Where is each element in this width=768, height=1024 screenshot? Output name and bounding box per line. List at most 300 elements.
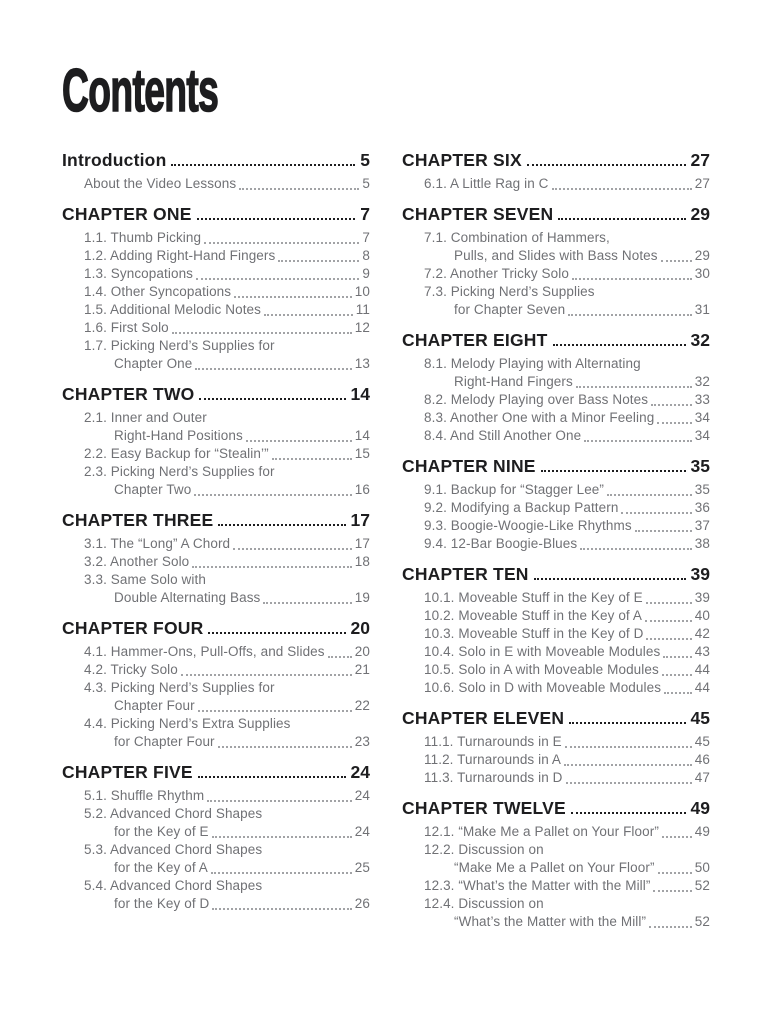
toc-columns <box>62 150 710 942</box>
dot-leader <box>565 746 692 748</box>
section-page-number: 5 <box>360 150 370 170</box>
entry-page-number: 29 <box>694 248 710 263</box>
dot-leader <box>181 674 352 676</box>
section-entries <box>62 535 370 607</box>
dot-leader <box>576 386 692 388</box>
dot-leader <box>194 494 351 496</box>
entry-line <box>84 247 370 265</box>
entry-line <box>424 733 710 751</box>
section-heading <box>402 456 710 476</box>
entry-page-number: 26 <box>354 896 370 911</box>
dot-leader <box>635 530 692 532</box>
section-entries <box>402 823 710 931</box>
entry-line <box>424 895 710 913</box>
dot-leader <box>233 548 352 550</box>
entry-text: 7.2. Another Tricky Solo <box>424 266 569 281</box>
toc-section <box>62 510 370 607</box>
entry-page-number: 39 <box>694 590 710 605</box>
toc-entry <box>84 319 370 337</box>
section-heading <box>402 564 710 584</box>
entry-text: 1.3. Syncopations <box>84 266 194 281</box>
entry-page-number: 34 <box>694 410 710 425</box>
section-entries <box>62 787 370 913</box>
toc-section <box>62 204 370 373</box>
entry-line <box>424 589 710 607</box>
entry-text: “Make Me a Pallet on Your Floor” <box>454 860 655 875</box>
section-title: CHAPTER ELEVEN <box>402 708 565 728</box>
entry-line <box>424 769 710 787</box>
entry-text: Right-Hand Positions <box>114 428 243 443</box>
section-page-number: 27 <box>690 150 710 170</box>
entry-text: 1.5. Additional Melodic Notes <box>84 302 262 317</box>
entry-page-number: 13 <box>354 356 370 371</box>
dot-leader <box>621 512 691 514</box>
entry-line <box>424 481 710 499</box>
section-entries <box>402 589 710 697</box>
dot-leader <box>272 458 352 460</box>
entry-page-number: 9 <box>362 266 370 281</box>
dot-leader <box>568 314 692 316</box>
entry-text: “What’s the Matter with the Mill” <box>454 914 647 929</box>
toc-entry <box>84 283 370 301</box>
toc-entry <box>84 229 370 247</box>
section-title: CHAPTER TWELVE <box>402 798 566 818</box>
entry-text: 12.2. Discussion on <box>424 842 544 857</box>
entry-text: 2.1. Inner and Outer <box>84 410 207 425</box>
entry-text: Double Alternating Bass <box>114 590 261 605</box>
entry-line <box>84 427 370 445</box>
toc-entry <box>84 535 370 553</box>
toc-entry <box>424 517 710 535</box>
dot-leader <box>553 344 686 346</box>
entry-text: 12.3. “What’s the Matter with the Mill” <box>424 878 651 893</box>
entry-page-number: 52 <box>694 914 710 929</box>
entry-line <box>84 697 370 715</box>
section-entries <box>62 229 370 373</box>
toc-entry <box>424 733 710 751</box>
entry-line <box>424 229 710 247</box>
dot-leader <box>607 494 692 496</box>
entry-line <box>84 787 370 805</box>
entry-text: Pulls, and Slides with Bass Notes <box>454 248 658 263</box>
entry-text: Chapter Two <box>114 482 192 497</box>
entry-text: 12.1. “Make Me a Pallet on Your Floor” <box>424 824 659 839</box>
entry-page-number: 27 <box>694 176 710 191</box>
section-title: CHAPTER THREE <box>62 510 214 530</box>
entry-text: 1.1. Thumb Picking <box>84 230 202 245</box>
entry-line <box>84 643 370 661</box>
entry-page-number: 45 <box>694 734 710 749</box>
entry-line <box>84 409 370 427</box>
entry-page-number: 10 <box>354 284 370 299</box>
dot-leader <box>212 836 352 838</box>
entry-line <box>424 751 710 769</box>
section-entries <box>402 481 710 553</box>
dot-leader <box>646 602 692 604</box>
dot-leader <box>218 746 352 748</box>
toc-entry <box>84 409 370 445</box>
toc-entry <box>424 391 710 409</box>
dot-leader <box>264 314 353 316</box>
dot-leader <box>195 368 351 370</box>
section-heading <box>62 618 370 638</box>
section-page-number: 45 <box>690 708 710 728</box>
entry-line <box>84 679 370 697</box>
entry-text: 11.3. Turnarounds in D <box>424 770 563 785</box>
dot-leader <box>207 800 352 802</box>
toc-entry <box>424 679 710 697</box>
entry-text: 4.2. Tricky Solo <box>84 662 178 677</box>
section-title: CHAPTER TWO <box>62 384 195 404</box>
entry-page-number: 24 <box>354 824 370 839</box>
section-heading <box>62 204 370 224</box>
toc-entry <box>424 355 710 391</box>
entry-text: About the Video Lessons <box>84 176 237 191</box>
entry-text: 10.4. Solo in E with Moveable Modules <box>424 644 661 659</box>
entry-line <box>84 355 370 373</box>
dot-leader <box>566 782 692 784</box>
entry-line <box>424 535 710 553</box>
entry-text: 9.1. Backup for “Stagger Lee” <box>424 482 605 497</box>
toc-entry <box>84 805 370 841</box>
entry-text: 1.2. Adding Right-Hand Fingers <box>84 248 276 263</box>
entry-text: for the Key of E <box>114 824 209 839</box>
entry-text: 5.1. Shuffle Rhythm <box>84 788 205 803</box>
dot-leader <box>663 656 691 658</box>
dot-leader <box>571 812 686 814</box>
entry-text: 7.1. Combination of Hammers, <box>424 230 610 245</box>
toc-entry <box>84 463 370 499</box>
dot-leader <box>196 278 359 280</box>
dot-leader <box>584 440 692 442</box>
entry-page-number: 16 <box>354 482 370 497</box>
dot-leader <box>662 836 692 838</box>
toc-entry <box>424 769 710 787</box>
dot-leader <box>172 332 352 334</box>
toc-entry <box>424 535 710 553</box>
dot-leader <box>263 602 351 604</box>
entry-line <box>424 283 710 301</box>
toc-entry <box>424 283 710 319</box>
entry-line <box>84 301 370 319</box>
entry-page-number: 15 <box>354 446 370 461</box>
entry-line <box>84 445 370 463</box>
toc-entry <box>424 607 710 625</box>
toc-section <box>402 456 710 553</box>
section-title: CHAPTER TEN <box>402 564 529 584</box>
section-page-number: 35 <box>690 456 710 476</box>
entry-line <box>84 733 370 751</box>
section-title: CHAPTER NINE <box>402 456 536 476</box>
entry-text: 10.1. Moveable Stuff in the Key of E <box>424 590 643 605</box>
entry-line <box>84 589 370 607</box>
entry-text: 9.4. 12-Bar Boogie-Blues <box>424 536 578 551</box>
dot-leader <box>527 164 686 166</box>
toc-entry <box>84 679 370 715</box>
toc-entry <box>84 571 370 607</box>
entry-line <box>424 265 710 283</box>
entry-line <box>84 571 370 589</box>
entry-text: Chapter One <box>114 356 193 371</box>
entry-text: 11.1. Turnarounds in E <box>424 734 562 749</box>
entry-text: 4.1. Hammer-Ons, Pull-Offs, and Slides <box>84 644 325 659</box>
entry-text: 10.3. Moveable Stuff in the Key of D <box>424 626 644 641</box>
dot-leader <box>646 638 691 640</box>
section-page-number: 20 <box>350 618 370 638</box>
dot-leader <box>580 548 692 550</box>
entry-text: 1.6. First Solo <box>84 320 169 335</box>
section-title: CHAPTER SEVEN <box>402 204 554 224</box>
entry-page-number: 25 <box>354 860 370 875</box>
entry-page-number: 37 <box>694 518 710 533</box>
toc-section <box>402 564 710 697</box>
entry-line <box>84 337 370 355</box>
entry-page-number: 43 <box>694 644 710 659</box>
section-title: CHAPTER SIX <box>402 150 522 170</box>
entry-line <box>84 895 370 913</box>
entry-line <box>424 913 710 931</box>
dot-leader <box>211 872 352 874</box>
entry-line <box>84 229 370 247</box>
entry-text: 9.2. Modifying a Backup Pattern <box>424 500 619 515</box>
toc-entry <box>84 247 370 265</box>
section-page-number: 29 <box>690 204 710 224</box>
entry-page-number: 52 <box>694 878 710 893</box>
dot-leader <box>239 188 359 190</box>
entry-page-number: 40 <box>694 608 710 623</box>
entry-page-number: 47 <box>694 770 710 785</box>
toc-column-2 <box>402 150 710 942</box>
entry-page-number: 17 <box>354 536 370 551</box>
entry-page-number: 11 <box>355 302 370 317</box>
entry-line <box>424 301 710 319</box>
dot-leader <box>198 710 352 712</box>
entry-text: 10.6. Solo in D with Moveable Modules <box>424 680 662 695</box>
dot-leader <box>278 260 359 262</box>
entry-line <box>424 877 710 895</box>
entry-text: Chapter Four <box>114 698 195 713</box>
toc-entry <box>424 877 710 895</box>
entry-text: 9.3. Boogie-Woogie-Like Rhythms <box>424 518 632 533</box>
dot-leader <box>208 632 345 634</box>
entry-page-number: 30 <box>694 266 710 281</box>
toc-entry <box>424 409 710 427</box>
entry-page-number: 32 <box>694 374 710 389</box>
entry-text: 8.1. Melody Playing with Alternating <box>424 356 641 371</box>
entry-text: for Chapter Seven <box>454 302 566 317</box>
dot-leader <box>651 404 692 406</box>
toc-entry <box>84 445 370 463</box>
section-entries <box>62 643 370 751</box>
section-entries <box>402 175 710 193</box>
entry-line <box>424 517 710 535</box>
entry-text: for Chapter Four <box>114 734 215 749</box>
toc-section <box>402 150 710 193</box>
section-entries <box>62 175 370 193</box>
entry-text: 10.5. Solo in A with Moveable Modules <box>424 662 659 677</box>
toc-section <box>402 708 710 787</box>
entry-text: 3.3. Same Solo with <box>84 572 206 587</box>
dot-leader <box>558 218 685 220</box>
dot-leader <box>534 578 686 580</box>
dot-leader <box>572 278 692 280</box>
toc-entry <box>84 661 370 679</box>
dot-leader <box>199 398 345 400</box>
toc-entry <box>424 661 710 679</box>
toc-section <box>62 618 370 751</box>
entry-text: 12.4. Discussion on <box>424 896 544 911</box>
entry-line <box>424 859 710 877</box>
section-entries <box>402 355 710 445</box>
section-title: CHAPTER EIGHT <box>402 330 548 350</box>
dot-leader <box>192 566 352 568</box>
entry-page-number: 24 <box>354 788 370 803</box>
entry-line <box>84 319 370 337</box>
entry-line <box>84 661 370 679</box>
entry-line <box>424 427 710 445</box>
entry-line <box>424 499 710 517</box>
entry-page-number: 38 <box>694 536 710 551</box>
toc-entry <box>424 427 710 445</box>
dot-leader <box>218 524 345 526</box>
dot-leader <box>234 296 352 298</box>
entry-line <box>424 175 710 193</box>
toc-entry <box>424 175 710 193</box>
dot-leader <box>212 908 351 910</box>
entry-page-number: 44 <box>694 662 710 677</box>
entry-line <box>84 877 370 895</box>
entry-page-number: 14 <box>354 428 370 443</box>
toc-entry <box>424 589 710 607</box>
entry-line <box>84 841 370 859</box>
entry-line <box>84 859 370 877</box>
toc-entry <box>424 625 710 643</box>
entry-text: 3.2. Another Solo <box>84 554 190 569</box>
section-page-number: 32 <box>690 330 710 350</box>
entry-page-number: 19 <box>354 590 370 605</box>
dot-leader <box>649 926 692 928</box>
section-heading <box>62 510 370 530</box>
toc-entry <box>424 895 710 931</box>
entry-page-number: 8 <box>362 248 370 263</box>
section-page-number: 14 <box>350 384 370 404</box>
entry-line <box>424 643 710 661</box>
entry-text: 5.3. Advanced Chord Shapes <box>84 842 263 857</box>
entry-page-number: 34 <box>694 428 710 443</box>
entry-text: 1.4. Other Syncopations <box>84 284 232 299</box>
toc-entry <box>84 553 370 571</box>
dot-leader <box>198 776 346 778</box>
entry-line <box>84 715 370 733</box>
toc-entry <box>84 175 370 193</box>
entry-text: 8.4. And Still Another One <box>424 428 582 443</box>
entry-text: 4.4. Picking Nerd’s Extra Supplies <box>84 716 291 731</box>
section-entries <box>62 409 370 499</box>
entry-text: for the Key of A <box>114 860 208 875</box>
toc-entry <box>424 499 710 517</box>
entry-line <box>424 625 710 643</box>
entry-line <box>84 553 370 571</box>
section-page-number: 17 <box>350 510 370 530</box>
toc-section <box>402 798 710 931</box>
dot-leader <box>552 188 692 190</box>
entry-line <box>84 535 370 553</box>
entry-page-number: 50 <box>694 860 710 875</box>
section-title: CHAPTER FOUR <box>62 618 204 638</box>
toc-entry <box>424 751 710 769</box>
entry-line <box>424 607 710 625</box>
entry-line <box>424 391 710 409</box>
section-title: CHAPTER FIVE <box>62 762 193 782</box>
section-entries <box>402 229 710 319</box>
entry-page-number: 22 <box>354 698 370 713</box>
dot-leader <box>541 470 686 472</box>
entry-page-number: 46 <box>694 752 710 767</box>
entry-line <box>84 265 370 283</box>
toc-section <box>402 330 710 445</box>
toc-section <box>62 384 370 499</box>
dot-leader <box>662 674 692 676</box>
page-title: Contents <box>62 57 219 124</box>
entry-line <box>424 823 710 841</box>
dot-leader <box>204 242 359 244</box>
toc-entry <box>84 643 370 661</box>
entry-page-number: 20 <box>354 644 370 659</box>
section-page-number: 7 <box>360 204 370 224</box>
entry-text: 4.3. Picking Nerd’s Supplies for <box>84 680 275 695</box>
toc-section <box>62 762 370 913</box>
entry-page-number: 23 <box>354 734 370 749</box>
entry-text: 1.7. Picking Nerd’s Supplies for <box>84 338 275 353</box>
entry-line <box>84 823 370 841</box>
dot-leader <box>661 260 692 262</box>
entry-text: 5.4. Advanced Chord Shapes <box>84 878 263 893</box>
entry-line <box>424 679 710 697</box>
section-page-number: 24 <box>350 762 370 782</box>
entry-line <box>84 175 370 193</box>
toc-entry <box>424 823 710 841</box>
entry-text: 8.2. Melody Playing over Bass Notes <box>424 392 649 407</box>
section-page-number: 39 <box>690 564 710 584</box>
toc-section <box>62 150 370 193</box>
entry-text: 11.2. Turnarounds in A <box>424 752 562 767</box>
toc-entry <box>424 481 710 499</box>
dot-leader <box>197 218 356 220</box>
section-title: Introduction <box>62 150 167 170</box>
dot-leader <box>653 890 691 892</box>
entry-line <box>84 283 370 301</box>
entry-text: 5.2. Advanced Chord Shapes <box>84 806 263 821</box>
dot-leader <box>645 620 692 622</box>
entry-line <box>424 247 710 265</box>
section-heading <box>402 708 710 728</box>
dot-leader <box>664 692 692 694</box>
toc-column-1 <box>62 150 370 924</box>
dot-leader <box>657 422 691 424</box>
entry-line <box>84 481 370 499</box>
entry-line <box>424 661 710 679</box>
section-heading <box>402 204 710 224</box>
entry-page-number: 18 <box>354 554 370 569</box>
entry-text: 2.3. Picking Nerd’s Supplies for <box>84 464 275 479</box>
entry-line <box>424 373 710 391</box>
section-heading <box>62 384 370 404</box>
section-heading <box>402 150 710 170</box>
section-title: CHAPTER ONE <box>62 204 192 224</box>
entry-page-number: 7 <box>362 230 370 245</box>
entry-page-number: 5 <box>362 176 370 191</box>
entry-page-number: 44 <box>694 680 710 695</box>
